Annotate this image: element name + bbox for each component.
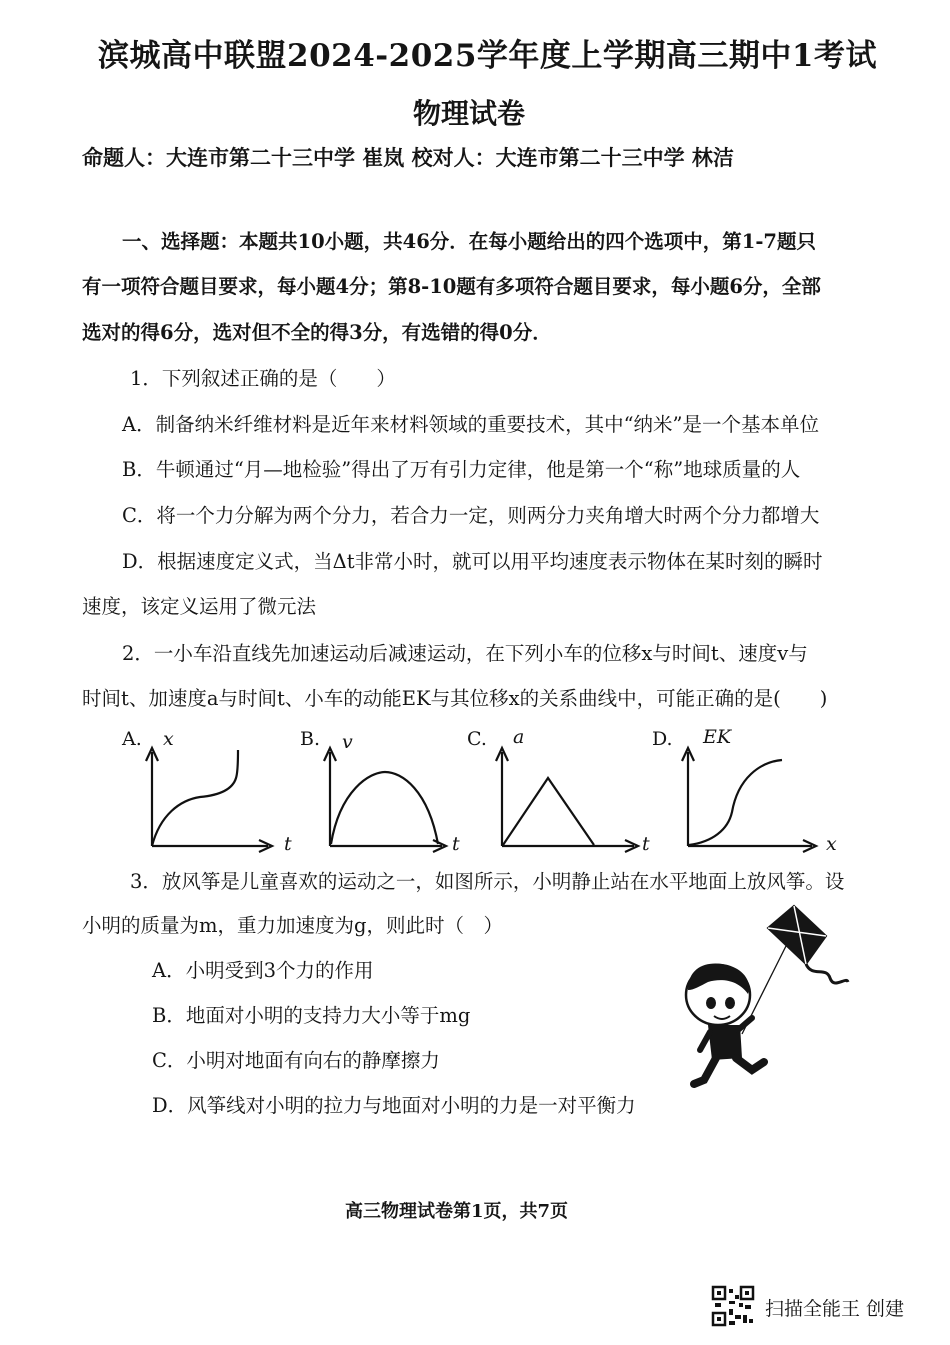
q1-stem: 1．下列叙述正确的是（ ） <box>130 367 396 390</box>
q3-option-d: D．风筝线对小明的拉力与地面对小明的力是一对平衡力 <box>152 1094 636 1117</box>
section-instruction-line-2: 有一项符合题目要求，每小题4分；第8-10题有多项符合题目要求，每小题6分，全部 <box>82 275 821 298</box>
q3-option-a: A．小明受到3个力的作用 <box>152 959 374 982</box>
graph-c-option-label: C. <box>467 728 487 750</box>
q1-option-a: A．制备纳米纤维材料是近年来材料领域的重要技术，其中“纳米”是一个基本单位 <box>122 413 820 436</box>
graph-d-x-label: x <box>826 833 837 855</box>
q3-stem-line-2: 小明的质量为m，重力加速度为g，则此时（ ） <box>82 914 503 937</box>
q1-option-c: C．将一个力分解为两个分力，若合力一定，则两分力夹角增大时两个分力都增大 <box>122 504 820 527</box>
graph-d-y-label: EK <box>703 726 732 748</box>
graph-b-y-label: v <box>342 731 353 753</box>
q1-option-b: B．牛顿通过“月—地检验”得出了万有引力定律，他是第一个“称”地球质量的人 <box>122 458 801 481</box>
qr-code-icon <box>712 1286 754 1326</box>
graph-a-x-label: t <box>284 833 292 855</box>
subject-title: 物理试卷 <box>413 97 526 130</box>
graph-a-y-label: x <box>163 728 174 750</box>
q1-option-d-line-1: D．根据速度定义式，当Δt非常小时，就可以用平均速度表示物体在某时刻的瞬时 <box>122 550 823 573</box>
graph-c-x-label: t <box>642 833 650 855</box>
graph-d-option-label: D. <box>652 728 673 750</box>
q2-stem-line-1: 2．一小车沿直线先加速运动后减速运动，在下列小车的位移x与时间t、速度v与 <box>122 642 808 665</box>
page-footer: 高三物理试卷第1页，共7页 <box>345 1201 569 1222</box>
exam-title: 滨城高中联盟2024-2025学年度上学期高三期中1考试 <box>98 38 877 74</box>
q2-stem-line-2: 时间t、加速度a与时间t、小车的动能EK与其位移x的关系曲线中，可能正确的是( ) <box>82 687 828 710</box>
q1-option-d-line-2: 速度，该定义运用了微元法 <box>82 595 317 618</box>
q3-stem-line-1: 3．放风筝是儿童喜欢的运动之一，如图所示，小明静止站在水平地面上放风筝。设 <box>130 870 845 893</box>
section-instruction-line-1: 一、选择题：本题共10小题，共46分．在每小题给出的四个选项中，第1-7题只 <box>122 230 817 253</box>
q3-option-b: B．地面对小明的支持力大小等于mg <box>152 1004 471 1027</box>
scanner-brand-text: 扫描全能王 创建 <box>765 1298 905 1320</box>
graph-b-x-label: t <box>452 833 460 855</box>
graph-c-y-label: a <box>513 726 525 748</box>
graph-a-option-label: A. <box>122 728 142 750</box>
q3-option-c: C．小明对地面有向右的静摩擦力 <box>152 1049 440 1072</box>
graph-b-option-label: B. <box>300 728 321 750</box>
section-instruction-line-3: 选对的得6分，选对但不全的得3分，有选错的得0分． <box>82 321 552 344</box>
authors-line: 命题人：大连市第二十三中学 崔岚 校对人：大连市第二十三中学 林洁 <box>82 145 734 170</box>
